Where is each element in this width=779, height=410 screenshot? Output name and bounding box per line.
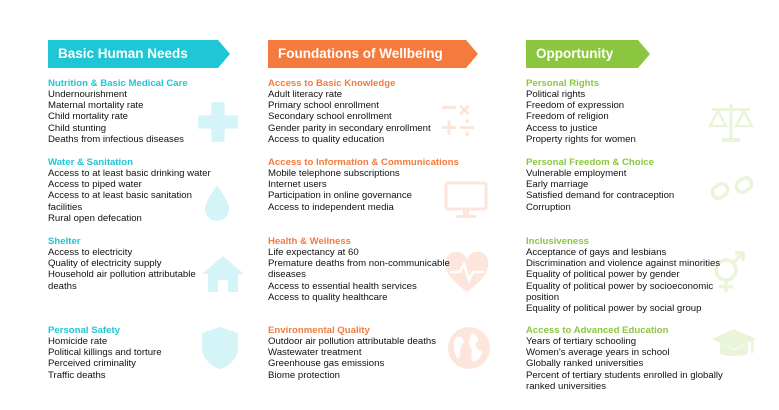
list-item: facilities	[48, 201, 83, 213]
section-title: Access to Advanced Education	[526, 325, 669, 336]
list-item: Access to at least basic sanitation	[48, 190, 192, 202]
list-item: Biome protection	[268, 369, 340, 381]
list-item: Mobile telephone subscriptions	[268, 168, 400, 179]
column-foundations-of-wellbeing	[268, 40, 466, 381]
list-item: position	[526, 291, 560, 303]
section-title: Personal Safety	[48, 325, 120, 336]
list-item: Corruption	[526, 201, 571, 213]
list-item: Greenhouse gas emissions	[268, 358, 385, 370]
list-item: Quality of electricity supply	[48, 258, 162, 270]
list-item: Deaths from infectious diseases	[48, 133, 184, 145]
section-health-wellness	[268, 236, 466, 316]
list-item: Discrimination and violence against minorities	[526, 258, 721, 270]
list-item: Globally ranked universities	[526, 358, 644, 370]
section-water-sanitation	[48, 157, 218, 235]
section-inclusiveness	[526, 236, 736, 316]
list-item: Undernourishment	[48, 89, 127, 100]
section-title: Access to Basic Knowledge	[268, 78, 396, 89]
list-item: Primary school enrollment	[268, 100, 379, 112]
list-item: Access to justice	[526, 122, 598, 134]
list-item: Adult literacy rate	[268, 89, 343, 100]
list-item: Freedom of religion	[526, 111, 609, 123]
list-item: Access to essential health services	[268, 280, 417, 292]
list-item: Life expectancy at 60	[268, 247, 359, 258]
section-title: Health & Wellness	[268, 236, 351, 247]
list-item: Participation in online governance	[268, 190, 412, 202]
column-opportunity	[526, 40, 736, 392]
list-item: Child mortality rate	[48, 111, 128, 123]
list-item: Acceptance of gays and lesbians	[526, 247, 667, 258]
list-item: Wastewater treatment	[268, 347, 362, 359]
list-item: Equality of political power by social group	[526, 303, 702, 315]
list-item: Equality of political power by socioeconomic	[526, 280, 714, 292]
list-item: Satisfied demand for contraception	[526, 190, 675, 202]
list-item: Outdoor air pollution attributable deaths	[268, 336, 436, 347]
list-item: deaths	[48, 280, 77, 292]
section-title: Environmental Quality	[268, 325, 370, 336]
list-item: Perceived criminality	[48, 358, 136, 370]
list-item: Rural open defecation	[48, 212, 142, 224]
list-item: Child stunting	[48, 122, 107, 134]
section-title: Water & Sanitation	[48, 157, 133, 168]
list-item: Access to at least basic drinking water	[48, 168, 211, 179]
list-item: Access to electricity	[48, 247, 133, 258]
section-title: Shelter	[48, 236, 81, 247]
list-item: Political rights	[526, 89, 586, 100]
list-item: Percent of tertiary students enrolled in globally	[526, 369, 723, 381]
list-item: Political killings and torture	[48, 347, 162, 359]
section-title: Access to Information & Communications	[268, 157, 459, 168]
section-title: Nutrition & Basic Medical Care	[48, 78, 188, 89]
list-item: diseases	[268, 269, 306, 281]
list-item: Secondary school enrollment	[268, 111, 392, 123]
section-personal-rights	[526, 78, 736, 156]
section-basic-knowledge	[268, 78, 466, 156]
section-shelter	[48, 236, 218, 316]
list-item: Access to quality education	[268, 133, 385, 145]
list-item: Maternal mortality rate	[48, 100, 144, 112]
section-information-communications	[268, 157, 466, 235]
list-item: Vulnerable employment	[526, 168, 627, 179]
section-title: Personal Freedom & Choice	[526, 157, 654, 168]
section-nutrition	[48, 78, 218, 156]
list-item: Homicide rate	[48, 336, 108, 347]
list-item: ranked universities	[526, 380, 606, 392]
section-title: Personal Rights	[526, 78, 600, 89]
list-item: Access to piped water	[48, 179, 142, 191]
list-item: Women's average years in school	[526, 347, 670, 359]
list-item: Gender parity in secondary enrollment	[268, 122, 431, 134]
section-personal-freedom-choice	[526, 157, 736, 235]
list-item: Equality of political power by gender	[526, 269, 680, 281]
column-basic-human-needs	[48, 40, 218, 381]
list-item: Access to independent media	[268, 201, 394, 213]
list-item: Property rights for women	[526, 133, 636, 145]
list-item: Years of tertiary schooling	[526, 336, 637, 347]
column-banner: Opportunity	[526, 40, 638, 68]
list-item: Freedom of expression	[526, 100, 625, 112]
list-item: Access to quality healthcare	[268, 291, 388, 303]
list-item: Household air pollution attributable	[48, 269, 196, 281]
section-title: Inclusiveness	[526, 236, 589, 247]
section-environmental-quality	[268, 325, 466, 395]
list-item: Internet users	[268, 179, 327, 191]
list-item: Traffic deaths	[48, 369, 106, 381]
column-banner: Basic Human Needs	[48, 40, 218, 68]
section-advanced-education	[526, 325, 736, 395]
column-banner: Foundations of Wellbeing	[268, 40, 466, 68]
list-item: Early marriage	[526, 179, 589, 191]
list-item: Premature deaths from non-communicable	[268, 258, 450, 270]
section-personal-safety	[48, 325, 218, 395]
